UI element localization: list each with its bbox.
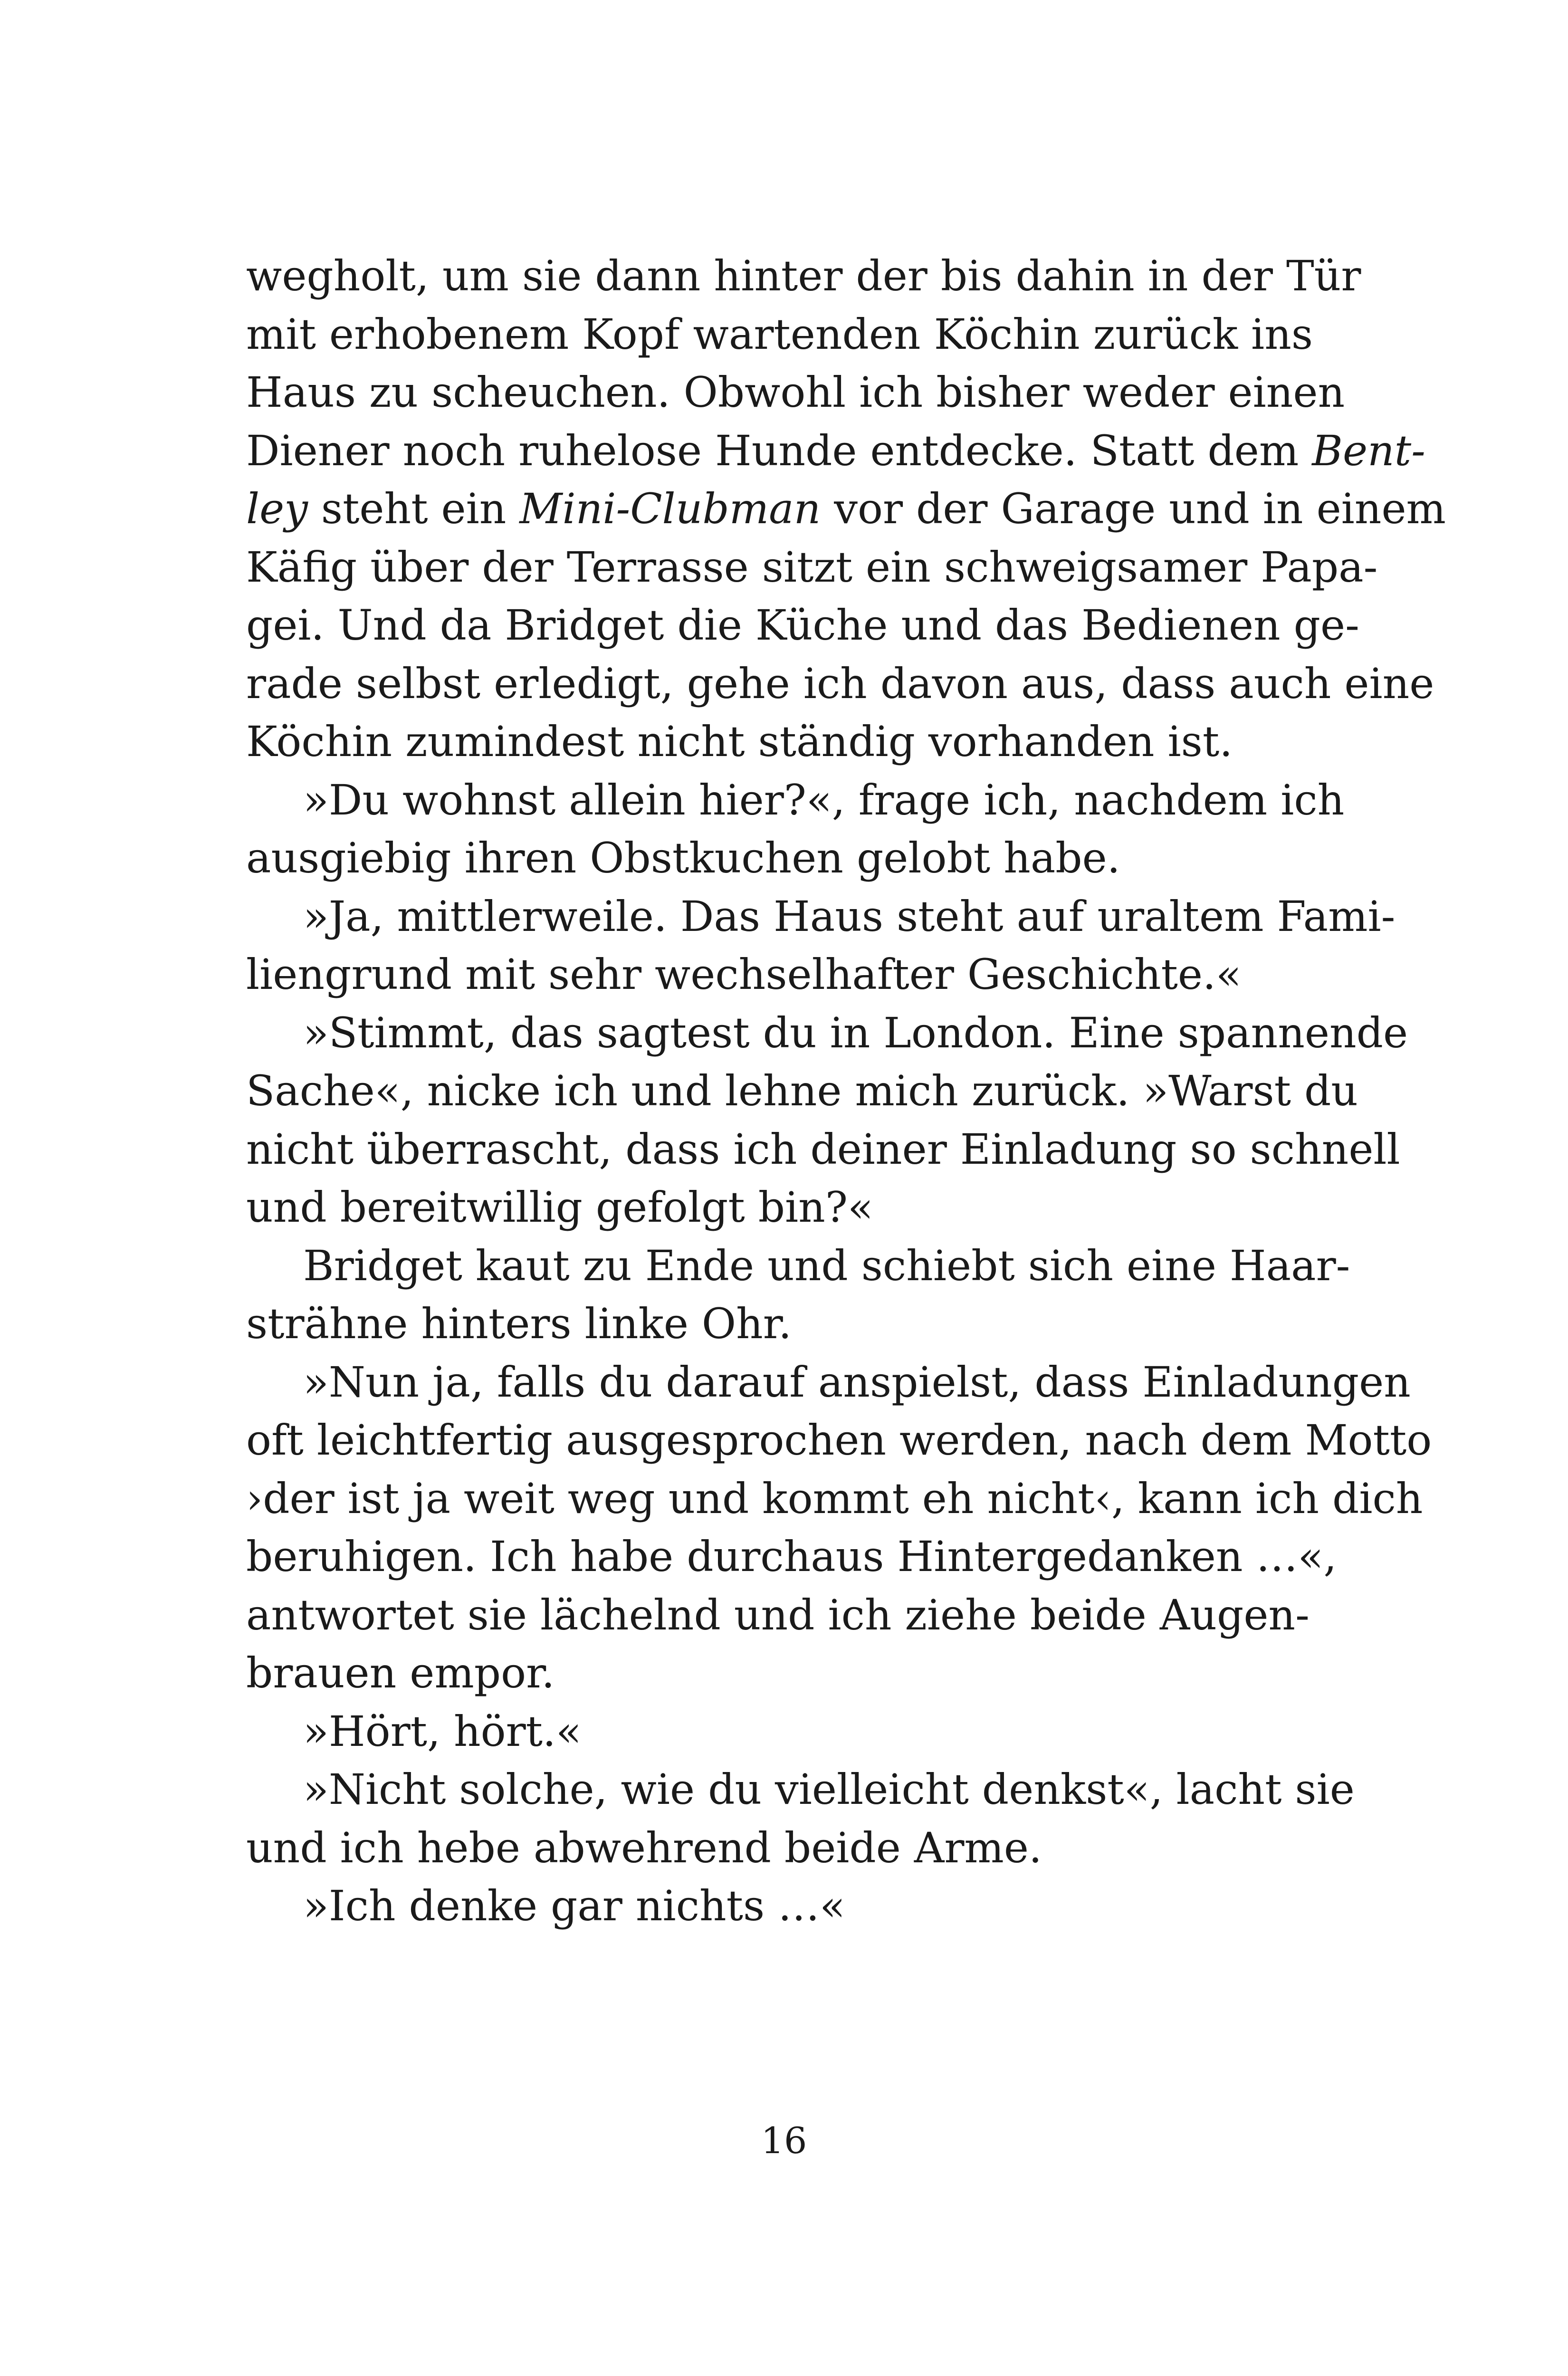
text-line-23: beruhigen. Ich habe durchaus Hintergedanken …«, xyxy=(246,1532,1337,1581)
text-line-15: Sache«, nicke ich und lehne mich zurück. »Warst du xyxy=(246,1066,1358,1115)
text-line-24: antwortet sie lächelnd und ich ziehe beide Augen- xyxy=(246,1590,1310,1639)
page-number: 16 xyxy=(761,2119,807,2162)
text-line-19: strähne hinters linke Ohr. xyxy=(246,1299,792,1348)
text-line-12: »Ja, mittlerweile. Das Haus steht auf uraltem Fami- xyxy=(303,891,1396,941)
text-line-28: und ich hebe abwehrend beide Arme. xyxy=(246,1823,1042,1872)
text-line-10: »Du wohnst allein hier?«, frage ich, nachdem ich xyxy=(303,775,1345,824)
text-line-27: »Nicht solche, wie du vielleicht denkst«, lacht sie xyxy=(303,1765,1355,1814)
text-line-13: liengrund mit sehr wechselhafter Geschichte.« xyxy=(246,950,1242,999)
text-line-26: »Hört, hört.« xyxy=(303,1706,582,1756)
text-line-25: brauen empor. xyxy=(246,1648,555,1697)
text-line-14: »Stimmt, das sagtest du in London. Eine spannende xyxy=(303,1008,1408,1057)
text-line-16: nicht überrascht, dass ich deiner Einladung so schnell xyxy=(246,1124,1400,1174)
text-line-8: rade selbst erledigt, gehe ich davon aus, dass auch eine xyxy=(246,659,1434,708)
text-line-6: Käfig über der Terrasse sitzt ein schweigsamer Papa- xyxy=(246,542,1378,592)
text-line-17: und bereitwillig gefolgt bin?« xyxy=(246,1183,873,1232)
text-line-18: Bridget kaut zu Ende und schiebt sich eine Haar- xyxy=(303,1241,1350,1290)
text-line-7: gei. Und da Bridget die Küche und das Bedienen ge- xyxy=(246,601,1359,650)
text-line-21: oft leichtfertig ausgesprochen werden, nach dem Motto xyxy=(246,1416,1432,1465)
text-line-2: mit erhobenem Kopf wartenden Köchin zurück ins xyxy=(246,309,1313,359)
text-line-3: Haus zu scheuchen. Obwohl ich bisher weder einen xyxy=(246,368,1345,417)
text-line-9: Köchin zumindest nicht ständig vorhanden ist. xyxy=(246,717,1233,766)
text-line-5: ley steht ein Mini-Clubman vor der Garage und in einem xyxy=(246,484,1446,533)
text-line-20: »Nun ja, falls du darauf anspielst, dass Einladungen xyxy=(303,1357,1411,1407)
text-line-22: ›der ist ja weit weg und kommt eh nicht‹, kann ich dich xyxy=(246,1474,1423,1523)
text-line-4: Diener noch ruhelose Hunde entdecke. Statt dem Bent- xyxy=(246,426,1425,475)
text-line-1: wegholt, um sie dann hinter der bis dahin in der Tür xyxy=(246,251,1361,300)
text-line-11: ausgiebig ihren Obstkuchen gelobt habe. xyxy=(246,834,1120,882)
text-line-29: »Ich denke gar nichts …« xyxy=(303,1881,845,1930)
body-text xyxy=(246,247,1446,1935)
